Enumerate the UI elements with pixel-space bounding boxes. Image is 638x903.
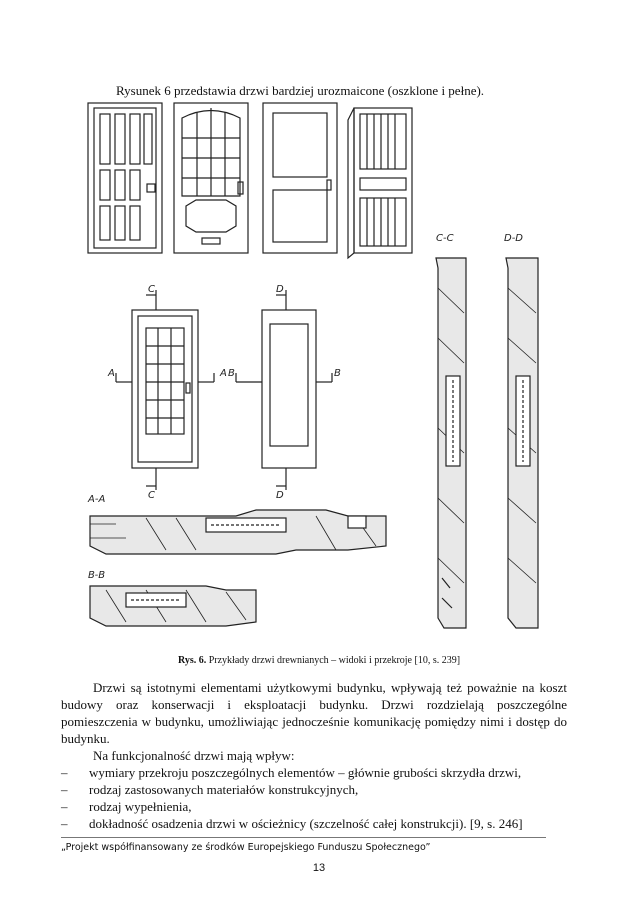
door-elevation-5 [116,290,214,490]
factor-list [61,764,567,832]
list-item: – rodzaj wypełnienia, [61,798,567,815]
label-a-left: A [108,368,115,379]
section-b-b [90,586,256,626]
section-a-a [90,510,386,554]
label-aa: A-A [88,494,106,505]
door-elevation-2 [174,103,248,253]
section-d-d [506,258,538,628]
label-a-right: A [220,368,227,379]
page-number: 13 [312,862,326,874]
label-c-top: C [148,284,155,295]
paragraph-1: Drzwi są istotnymi elementami użytkowymi budynku, wpływają też poważnie na koszt budowy oraz konserwacji i eksploatacji budynku. Drzwi rozdzielają poszczególne pomieszczenia w budynku, umożliwiając jednocześnie komunikację pomiędzy nimi i dostęp do budynku. [61,680,567,746]
label-b-left: B [228,368,235,379]
label-d-top: D [276,284,284,295]
caption-label: Rys. 6. [177,655,207,666]
list-item: – rodzaj zastosowanych materiałów konstrukcyjnych, [61,781,567,798]
door-elevation-6 [236,290,332,490]
door-elevation-4 [348,108,412,258]
door-elevation-1 [88,103,162,253]
label-d-bottom: D [276,490,284,501]
intro-sentence: Rysunek 6 przedstawia drzwi bardziej urozmaicone (oszklone i pełne). [116,83,485,98]
label-bb: B-B [88,570,106,581]
door-drawings-figure [86,98,554,643]
section-c-c [436,258,466,628]
label-cc: C-C [436,233,454,244]
caption-text: Przykłady drzwi drewnianych – widoki i przekroje [10, s. 239] [206,655,461,666]
label-dd: D-D [504,233,524,244]
label-c-bottom: C [148,490,155,501]
label-b-right: B [334,368,341,379]
list-item: – wymiary przekroju poszczególnych elementów – głównie grubości skrzydła drzwi, [61,764,567,781]
list-item: – dokładność osadzenia drzwi w ościeżnicy (szczelność całej konstrukcji). [9, s. 246] [61,815,567,832]
paragraph-2: Na funkcjonalność drzwi mają wpływ: [93,748,295,763]
footer-note: „Projekt współfinansowany ze środków Europejskiego Funduszu Społecznego” [61,842,431,853]
footer-divider [61,837,546,838]
figure-caption [0,655,638,666]
door-technical-drawing [86,98,554,643]
body-text [61,679,567,832]
door-elevation-3 [263,103,337,253]
